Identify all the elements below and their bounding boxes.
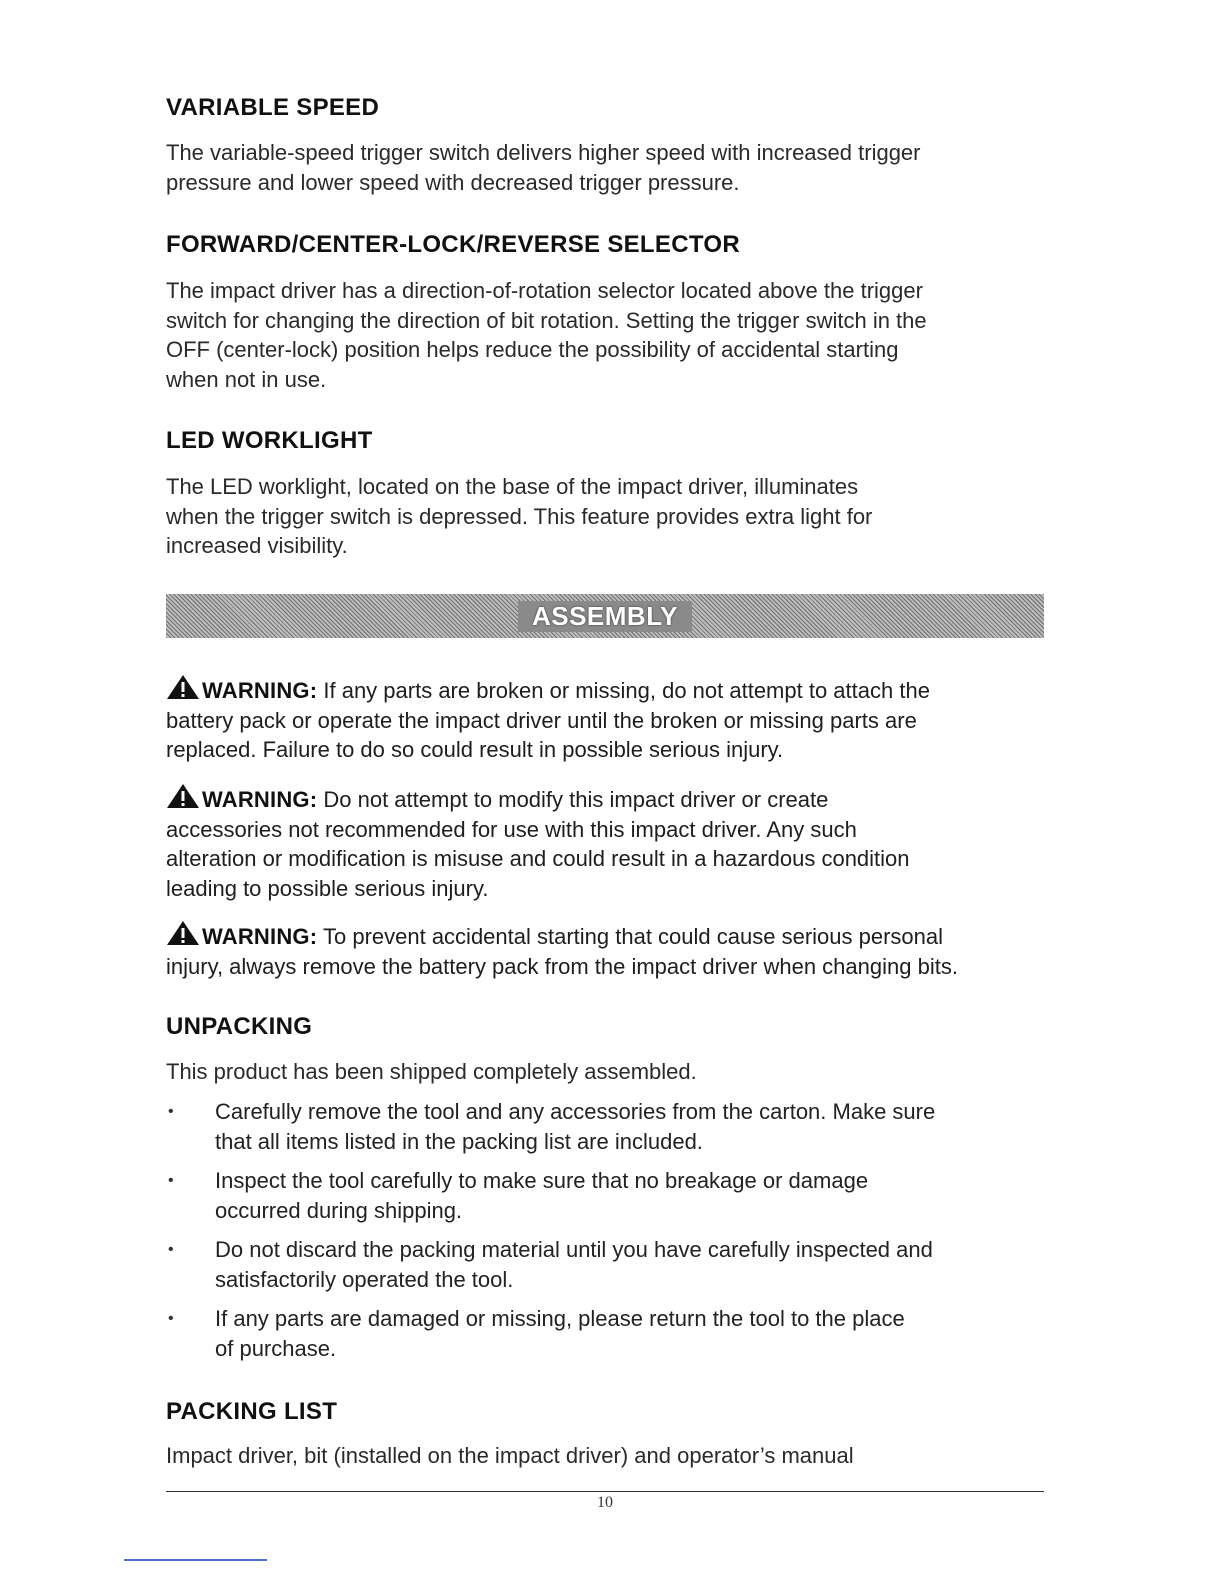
text-line: OFF (center-lock) position helps reduce the possibility of accidental starting: [166, 337, 899, 362]
text-line: Inspect the tool carefully to make sure that no breakage or damage: [215, 1168, 869, 1193]
text-line: occurred during shipping.: [215, 1197, 463, 1223]
text-line: replaced. Failure to do so could result in possible serious injury.: [166, 737, 784, 762]
bullet-icon: •: [168, 1103, 174, 1120]
bullet-icon: •: [168, 1172, 174, 1189]
warning-triangle-icon: [166, 783, 200, 809]
text-line: Do not discard the packing material until you have carefully inspected and: [215, 1237, 933, 1262]
warning-text: Do not attempt to modify this impact driver or create: [317, 787, 829, 812]
text-line: switch for changing the direction of bit rotation. Setting the trigger switch in the: [166, 307, 927, 333]
text-line: when the trigger switch is depressed. This feature provides extra light for: [166, 503, 873, 529]
warning-label: WARNING:: [202, 678, 318, 703]
text-line: accessories not recommended for use with this impact driver. Any such: [166, 816, 857, 842]
warning-triangle-icon: [166, 920, 200, 946]
text-line: [166, 674, 1044, 706]
warning-block: [166, 783, 1044, 903]
text-line: battery pack or operate the impact driver until the broken or missing parts are: [166, 707, 917, 733]
section-heading-unpacking: UNPACKING: [166, 1013, 313, 1040]
list-item-text: [215, 1235, 933, 1294]
warning-text: If any parts are broken or missing, do not attempt to attach the: [317, 678, 930, 703]
bullet-icon: •: [168, 1310, 174, 1327]
section-heading-selector: FORWARD/CENTER-LOCK/REVERSE SELECTOR: [166, 231, 740, 258]
warning-label: WARNING:: [202, 924, 318, 949]
paragraph-variable-speed: [166, 138, 1036, 197]
bottom-link-underline: [124, 1559, 267, 1561]
text-line: The LED worklight, located on the base of the impact driver, illuminates: [166, 474, 859, 499]
text-line: injury, always remove the battery pack from the impact driver when changing bits.: [166, 953, 958, 979]
text-line: The impact driver has a direction-of-rotation selector located above the trigger: [166, 278, 923, 303]
banner-title: ASSEMBLY: [518, 601, 692, 632]
text-line: that all items listed in the packing list are included.: [215, 1128, 703, 1154]
footer-divider: [166, 1491, 1044, 1492]
section-heading-packing-list: PACKING LIST: [166, 1398, 338, 1425]
section-heading-led-worklight: LED WORKLIGHT: [166, 427, 373, 454]
paragraph-unpacking-intro: [166, 1057, 1036, 1087]
warning-block: [166, 674, 1044, 765]
text-line: Impact driver, bit (installed on the impact driver) and operator’s manual: [166, 1443, 854, 1468]
warning-triangle-icon: [166, 674, 200, 700]
list-item-text: [215, 1097, 935, 1156]
text-line: The variable-speed trigger switch delivers higher speed with increased trigger: [166, 140, 921, 165]
warning-text: To prevent accidental starting that could cause serious personal: [317, 924, 944, 949]
text-line: This product has been shipped completely assembled.: [166, 1059, 697, 1084]
paragraph-led-worklight: [166, 472, 1036, 561]
list-item-text: [215, 1166, 868, 1225]
text-line: If any parts are damaged or missing, please return the tool to the place: [215, 1306, 905, 1331]
bullet-icon: •: [168, 1241, 174, 1258]
list-item-text: [215, 1304, 905, 1363]
paragraph-selector: [166, 276, 1036, 394]
paragraph-packing-list: [166, 1441, 1036, 1471]
text-line: pressure and lower speed with decreased trigger pressure.: [166, 169, 740, 195]
page-number: 10: [597, 1494, 613, 1511]
text-line: [166, 783, 1044, 815]
assembly-banner: [166, 594, 1044, 638]
text-line: Carefully remove the tool and any accessories from the carton. Make sure: [215, 1099, 936, 1124]
warning-label: WARNING:: [202, 787, 318, 812]
text-line: increased visibility.: [166, 533, 348, 558]
section-heading-variable-speed: VARIABLE SPEED: [166, 94, 380, 121]
text-line: satisfactorily operated the tool.: [215, 1266, 514, 1292]
text-line: when not in use.: [166, 366, 327, 392]
text-line: [166, 920, 1044, 952]
warning-block: [166, 920, 1044, 981]
text-line: leading to possible serious injury.: [166, 875, 489, 901]
text-line: of purchase.: [215, 1335, 337, 1361]
text-line: alteration or modification is misuse and could result in a hazardous condition: [166, 846, 910, 871]
